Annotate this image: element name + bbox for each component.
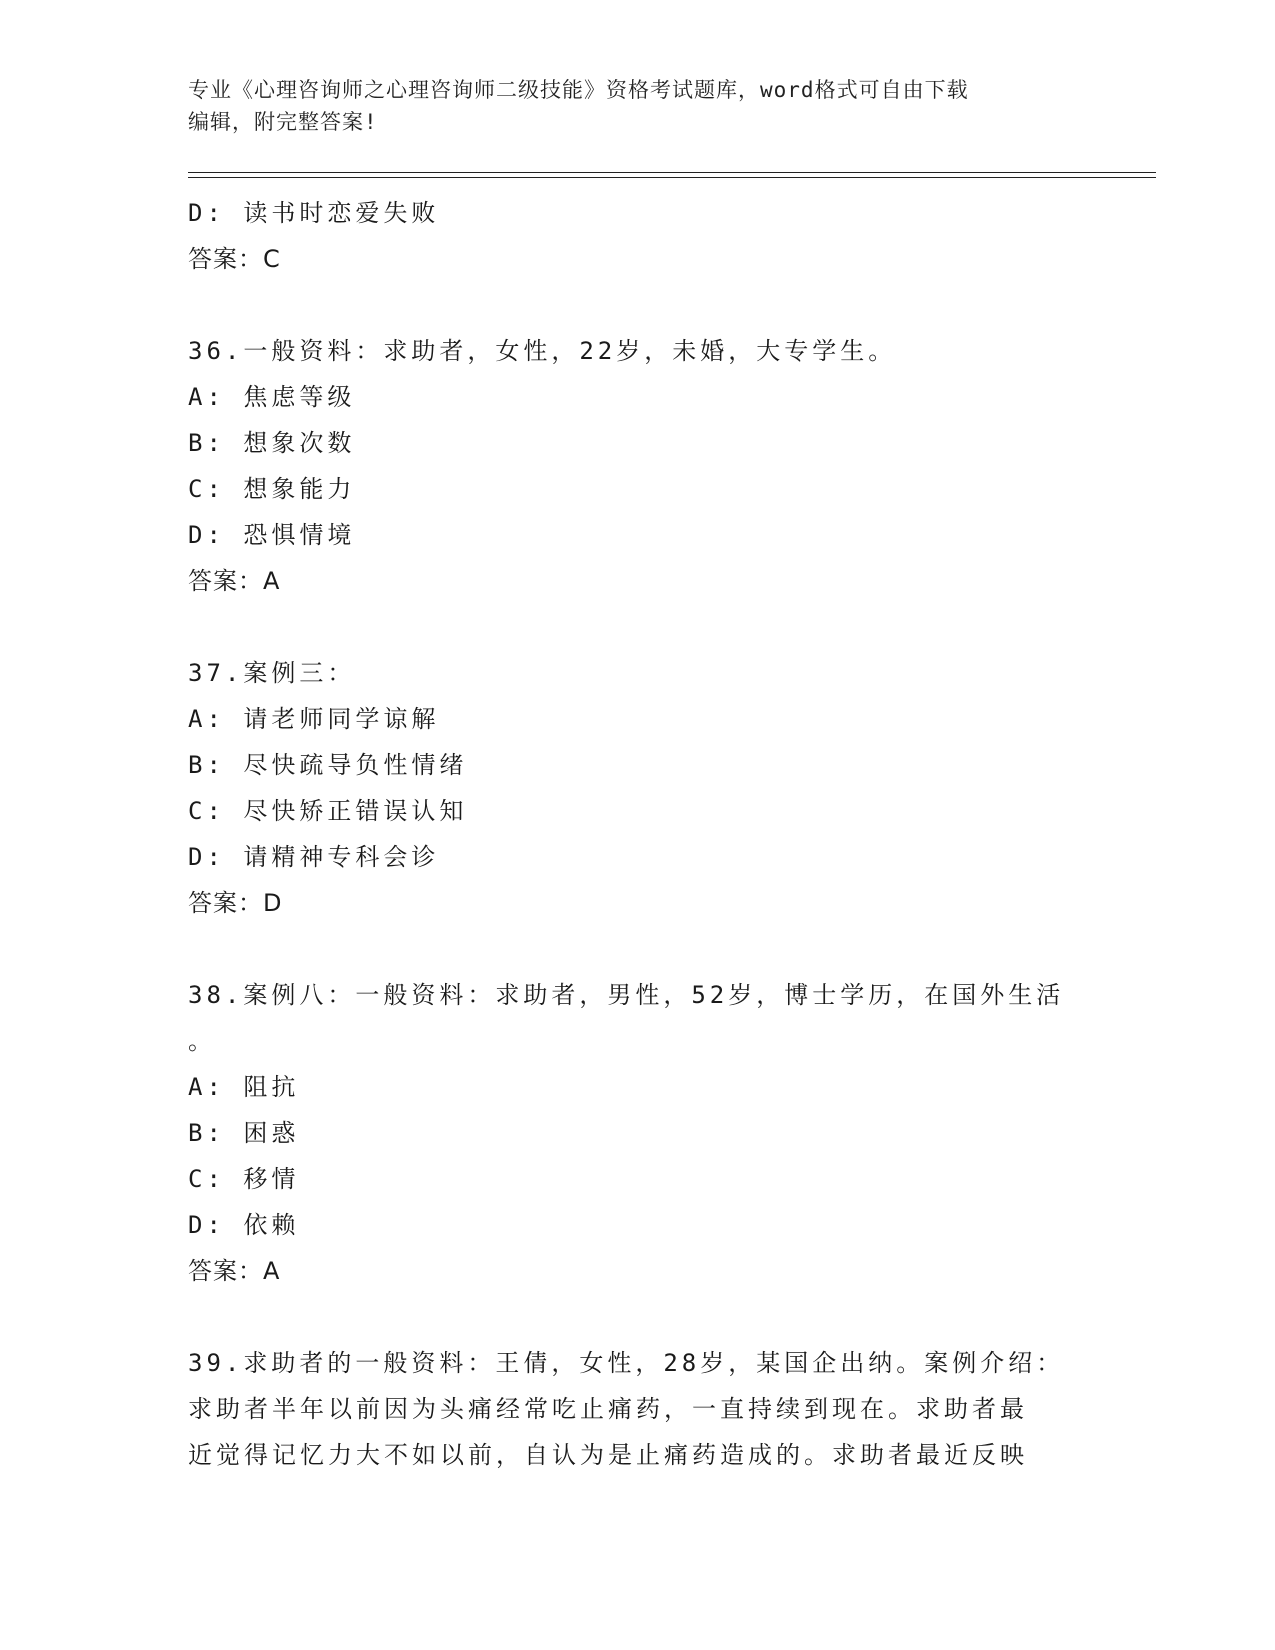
option-b: B: 困惑	[188, 1119, 300, 1147]
option-d: D: 请精神专科会诊	[188, 843, 440, 871]
answer: 答案：D	[188, 889, 283, 917]
option-a: A: 请老师同学谅解	[188, 705, 440, 733]
option-d: D: 依赖	[188, 1211, 300, 1239]
question-38	[188, 972, 1088, 1294]
question-39	[188, 1340, 1088, 1478]
option-a: A: 焦虑等级	[188, 383, 356, 411]
option-b: B: 想象次数	[188, 429, 356, 457]
document-body	[188, 190, 1088, 1478]
question-stem-line-1: 38.案例八：一般资料：求助者，男性，52岁，博士学历，在国外生活	[188, 981, 1065, 1009]
question-stem: 37.案例三：	[188, 659, 356, 687]
answer: 答案：A	[188, 567, 281, 595]
option-c: C: 尽快矫正错误认知	[188, 797, 468, 825]
question-37	[188, 650, 1088, 926]
question-stem-line-2: 求助者半年以前因为头痛经常吃止痛药，一直持续到现在。求助者最	[188, 1395, 1028, 1423]
header-line-1: 专业《心理咨询师之心理咨询师二级技能》资格考试题库，word格式可自由下载	[188, 78, 969, 102]
option-c: C: 想象能力	[188, 475, 356, 503]
question-stem-line-3: 近觉得记忆力大不如以前，自认为是止痛药造成的。求助者最近反映	[188, 1441, 1028, 1469]
header-divider-bottom	[188, 177, 1156, 178]
header-line-2: 编辑，附完整答案!	[188, 110, 378, 134]
spacer	[188, 926, 1088, 972]
question-stem: 36.一般资料：求助者，女性，22岁，未婚，大专学生。	[188, 337, 897, 365]
option-a: A: 阻抗	[188, 1073, 300, 1101]
question-36	[188, 328, 1088, 604]
answer: 答案：C	[188, 245, 281, 273]
question-stem-line-2: 。	[188, 1027, 216, 1055]
question-stem-line-1: 39.求助者的一般资料：王倩，女性，28岁，某国企出纳。案例介绍：	[188, 1349, 1065, 1377]
spacer	[188, 1294, 1088, 1340]
option-b: B: 尽快疏导负性情绪	[188, 751, 468, 779]
header-divider-top	[188, 172, 1156, 173]
option-d: D: 读书时恋爱失败	[188, 199, 440, 227]
spacer	[188, 282, 1088, 328]
document-header	[188, 74, 1088, 138]
continued-question	[188, 190, 1088, 282]
answer: 答案：A	[188, 1257, 281, 1285]
spacer	[188, 604, 1088, 650]
option-d: D: 恐惧情境	[188, 521, 356, 549]
option-c: C: 移情	[188, 1165, 300, 1193]
